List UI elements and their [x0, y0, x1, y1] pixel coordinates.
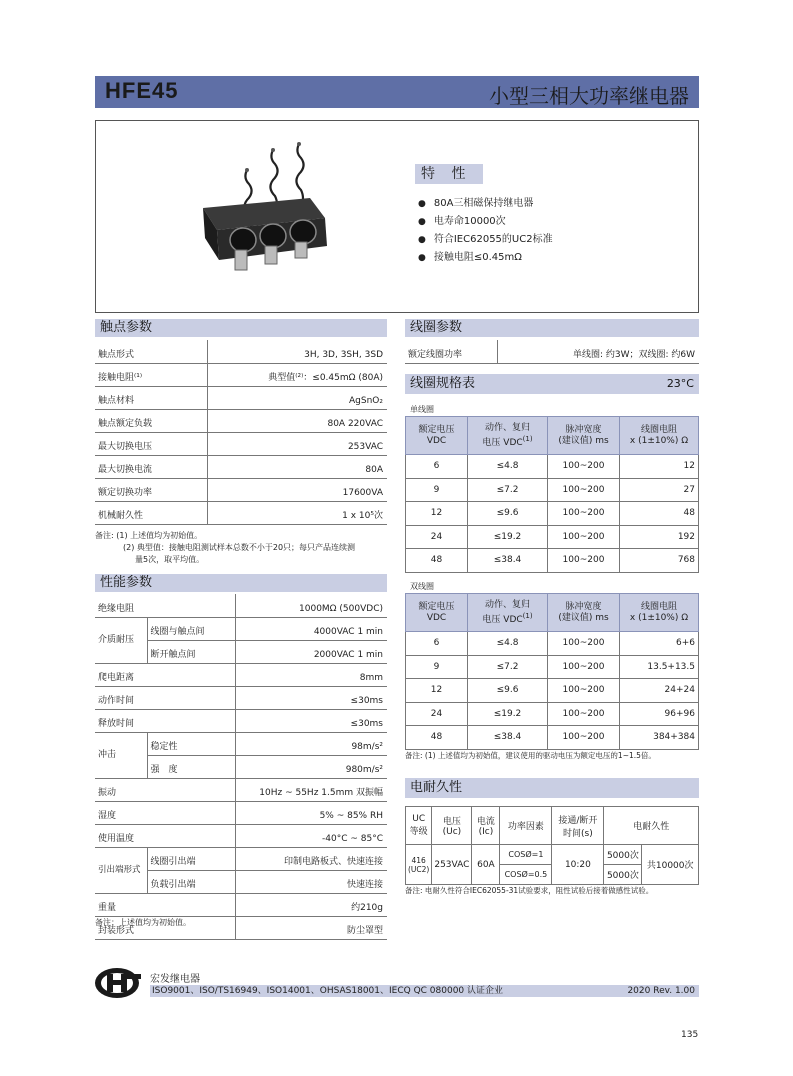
- header-cell: 电流(Ic): [472, 807, 500, 845]
- row-value: 80A 220VAC: [207, 409, 387, 432]
- row-value: 980m/s²: [235, 755, 387, 778]
- footer-bar: [150, 985, 699, 997]
- relay-product-image: [195, 138, 335, 278]
- header-cell: 功率因素: [500, 807, 552, 845]
- table-row: [95, 386, 387, 409]
- table-row: 48 ≤38.4 100~200 384+384: [406, 726, 699, 750]
- row-value: 1 x 10⁵次: [207, 501, 387, 524]
- row-label: 封装形式: [95, 916, 235, 939]
- row-value: 5% ~ 85% RH: [235, 801, 387, 824]
- table-row: [95, 617, 387, 640]
- coil-spec-note: 备注: (1) 上述值均为初始值，建议使用的驱动电压为额定电压的1~1.5倍。: [405, 751, 656, 760]
- row-value: 单线圈: 约3W；双线圈: 约6W: [497, 340, 699, 363]
- row-sublabel: 稳定性: [147, 732, 235, 755]
- coil-spec-title: [405, 374, 699, 394]
- performance-section-title: 性能参数: [95, 574, 387, 592]
- header-cell: 电耐久性: [604, 807, 699, 845]
- row-label: 绝缘电阻: [95, 594, 235, 617]
- company-name: 宏发继电器: [150, 974, 200, 985]
- performance-table: [95, 594, 387, 940]
- coil-params-title: 线圈参数: [405, 319, 699, 337]
- row-label: 额定线圈功率: [405, 340, 497, 363]
- row-label: 最大切换电压: [95, 432, 207, 455]
- page-header: [95, 76, 699, 108]
- table-row: [95, 478, 387, 501]
- table-row: [95, 363, 387, 386]
- header-cell: 脉冲宽度 (建议值) ms: [548, 417, 620, 455]
- cell: 共10000次: [642, 845, 699, 885]
- table-row: [95, 824, 387, 847]
- feature-item: ● 符合IEC62055的UC2标准: [418, 231, 553, 249]
- row-value: 防尘罩型: [235, 916, 387, 939]
- row-label: 使用温度: [95, 824, 235, 847]
- table-row: [95, 801, 387, 824]
- header-cell: 接通/断开时间(s): [552, 807, 604, 845]
- row-sublabel: 线圈引出端: [147, 847, 235, 870]
- row-label: 接触电阻⁽¹⁾: [95, 363, 207, 386]
- table-header-row: [406, 807, 699, 845]
- header-cell: 额定电压 VDC: [406, 417, 468, 455]
- header-cell: 动作、复归 电压 VDC$^{(1)}$: [468, 594, 548, 632]
- row-label: 最大切换电流: [95, 455, 207, 478]
- feature-item: ● 接触电阻≤0.45mΩ: [418, 249, 553, 267]
- table-row: [95, 663, 387, 686]
- table-row: 12 ≤9.6 100~200 48: [406, 502, 699, 526]
- row-value: ≤30ms: [235, 709, 387, 732]
- feature-item: ● 电寿命10000次: [418, 213, 553, 231]
- table-row: [95, 594, 387, 617]
- cell: COSØ=0.5: [500, 865, 552, 885]
- double-coil-label: 双线圈: [410, 582, 434, 591]
- row-label: 触点额定负载: [95, 409, 207, 432]
- row-label: 介质耐压: [95, 617, 147, 663]
- page-number: 135: [681, 1030, 699, 1040]
- table-row: [95, 455, 387, 478]
- table-row: [95, 340, 387, 363]
- row-label: 冲击: [95, 732, 147, 778]
- model-name: HFE45: [105, 78, 179, 103]
- row-label: 重量: [95, 893, 235, 916]
- single-coil-table: [405, 416, 699, 573]
- note-line: 备注: (1) 上述值均为初始值。: [95, 531, 203, 540]
- table-row: [405, 340, 699, 363]
- cell: 10:20: [552, 845, 604, 885]
- row-label: 引出端形式: [95, 847, 147, 893]
- coil-params-table: [405, 340, 699, 364]
- features-list: [418, 195, 553, 267]
- table-row: [95, 709, 387, 732]
- revision: 2020 Rev. 1.00: [627, 986, 695, 996]
- table-row: [95, 732, 387, 755]
- row-value: 1000MΩ (500VDC): [235, 594, 387, 617]
- coil-spec-temp: 23°C: [666, 377, 694, 390]
- header-cell: 额定电压 VDC: [406, 594, 468, 632]
- note-line: 量5次，取平均值。: [135, 555, 205, 564]
- feature-item: ● 80A三相磁保持继电器: [418, 195, 553, 213]
- row-label: 湿度: [95, 801, 235, 824]
- company-logo: [93, 966, 145, 1000]
- row-label: 振动: [95, 778, 235, 801]
- row-sublabel: 强 度: [147, 755, 235, 778]
- table-row: 9 ≤7.2 100~200 13.5+13.5: [406, 655, 699, 679]
- cell: COSØ=1: [500, 845, 552, 865]
- table-row: [95, 893, 387, 916]
- row-value: 253VAC: [207, 432, 387, 455]
- table-row: 6 ≤4.8 100~200 12: [406, 455, 699, 479]
- header-cell: 电压(Uc): [432, 807, 472, 845]
- cell: 416 (UC2): [406, 845, 432, 885]
- row-value: 快速连接: [235, 870, 387, 893]
- contact-table: [95, 340, 387, 525]
- table-row: 9 ≤7.2 100~200 27: [406, 478, 699, 502]
- row-value: 3H, 3D, 3SH, 3SD: [207, 340, 387, 363]
- contact-section-title: 触点参数: [95, 319, 387, 337]
- row-sublabel: 线圈与触点间: [147, 617, 235, 640]
- coil-spec-title-text: 线圈规格表: [410, 376, 476, 391]
- row-value: -40°C ~ 85°C: [235, 824, 387, 847]
- row-label: 机械耐久性: [95, 501, 207, 524]
- row-value: 98m/s²: [235, 732, 387, 755]
- features-title: 特 性: [415, 164, 483, 184]
- cell: 60A: [472, 845, 500, 885]
- table-row: [95, 409, 387, 432]
- row-value: 80A: [207, 455, 387, 478]
- row-value: ≤30ms: [235, 686, 387, 709]
- row-value: 8mm: [235, 663, 387, 686]
- row-label: 触点形式: [95, 340, 207, 363]
- header-cell: 脉冲宽度 (建议值) ms: [548, 594, 620, 632]
- table-row: 6 ≤4.8 100~200 6+6: [406, 632, 699, 656]
- row-sublabel: 负载引出端: [147, 870, 235, 893]
- table-header-row: [406, 417, 699, 455]
- table-row: [95, 778, 387, 801]
- row-sublabel: 断开触点间: [147, 640, 235, 663]
- header-cell: UC等级: [406, 807, 432, 845]
- product-title: 小型三相大功率继电器: [489, 84, 689, 108]
- table-row: 24 ≤19.2 100~200 96+96: [406, 702, 699, 726]
- table-row: [95, 432, 387, 455]
- single-coil-label: 单线圈: [410, 405, 434, 414]
- table-row: [95, 501, 387, 524]
- row-value: 4000VAC 1 min: [235, 617, 387, 640]
- row-label: 爬电距离: [95, 663, 235, 686]
- row-value: 2000VAC 1 min: [235, 640, 387, 663]
- table-row: [95, 686, 387, 709]
- table-row: [406, 845, 699, 865]
- table-row: 48 ≤38.4 100~200 768: [406, 549, 699, 573]
- row-value: 典型值⁽²⁾：≤0.45mΩ (80A): [207, 363, 387, 386]
- table-row: [95, 847, 387, 870]
- header-cell: 线圈电阻 x (1±10%) Ω: [620, 417, 699, 455]
- row-value: 印制电路板式、快速连接: [235, 847, 387, 870]
- row-label: 动作时间: [95, 686, 235, 709]
- endurance-table: [405, 806, 699, 885]
- row-label: 触点材料: [95, 386, 207, 409]
- cell: 5000次: [604, 845, 642, 865]
- certifications: ISO9001、ISO/TS16949、ISO14001、OHSAS18001、IECQ QC 080000 认证企业: [152, 986, 504, 996]
- feature-box: [95, 120, 699, 313]
- header-cell: 动作、复归 电压 VDC$^{(1)}$: [468, 417, 548, 455]
- table-row: 12 ≤9.6 100~200 24+24: [406, 679, 699, 703]
- table-header-row: [406, 594, 699, 632]
- double-coil-table: [405, 593, 699, 750]
- row-label: 额定切换功率: [95, 478, 207, 501]
- row-label: 释放时间: [95, 709, 235, 732]
- note-line: (2) 典型值：接触电阻测试样本总数不小于20只；每只产品连续测: [123, 543, 356, 552]
- contact-notes: [95, 530, 395, 566]
- endurance-note: 备注: 电耐久性符合IEC62055-31试验要求，阻性试验后接着做感性试验。: [405, 886, 654, 895]
- endurance-title: 电耐久性: [405, 778, 699, 798]
- header-cell: 线圈电阻 x (1±10%) Ω: [620, 594, 699, 632]
- row-value: 10Hz ~ 55Hz 1.5mm 双振幅: [235, 778, 387, 801]
- performance-note: 备注：上述值均为初始值。: [95, 918, 191, 927]
- cell: 253VAC: [432, 845, 472, 885]
- row-value: AgSnO₂: [207, 386, 387, 409]
- row-value: 17600VA: [207, 478, 387, 501]
- row-value: 约210g: [235, 893, 387, 916]
- cell: 5000次: [604, 865, 642, 885]
- table-row: 24 ≤19.2 100~200 192: [406, 525, 699, 549]
